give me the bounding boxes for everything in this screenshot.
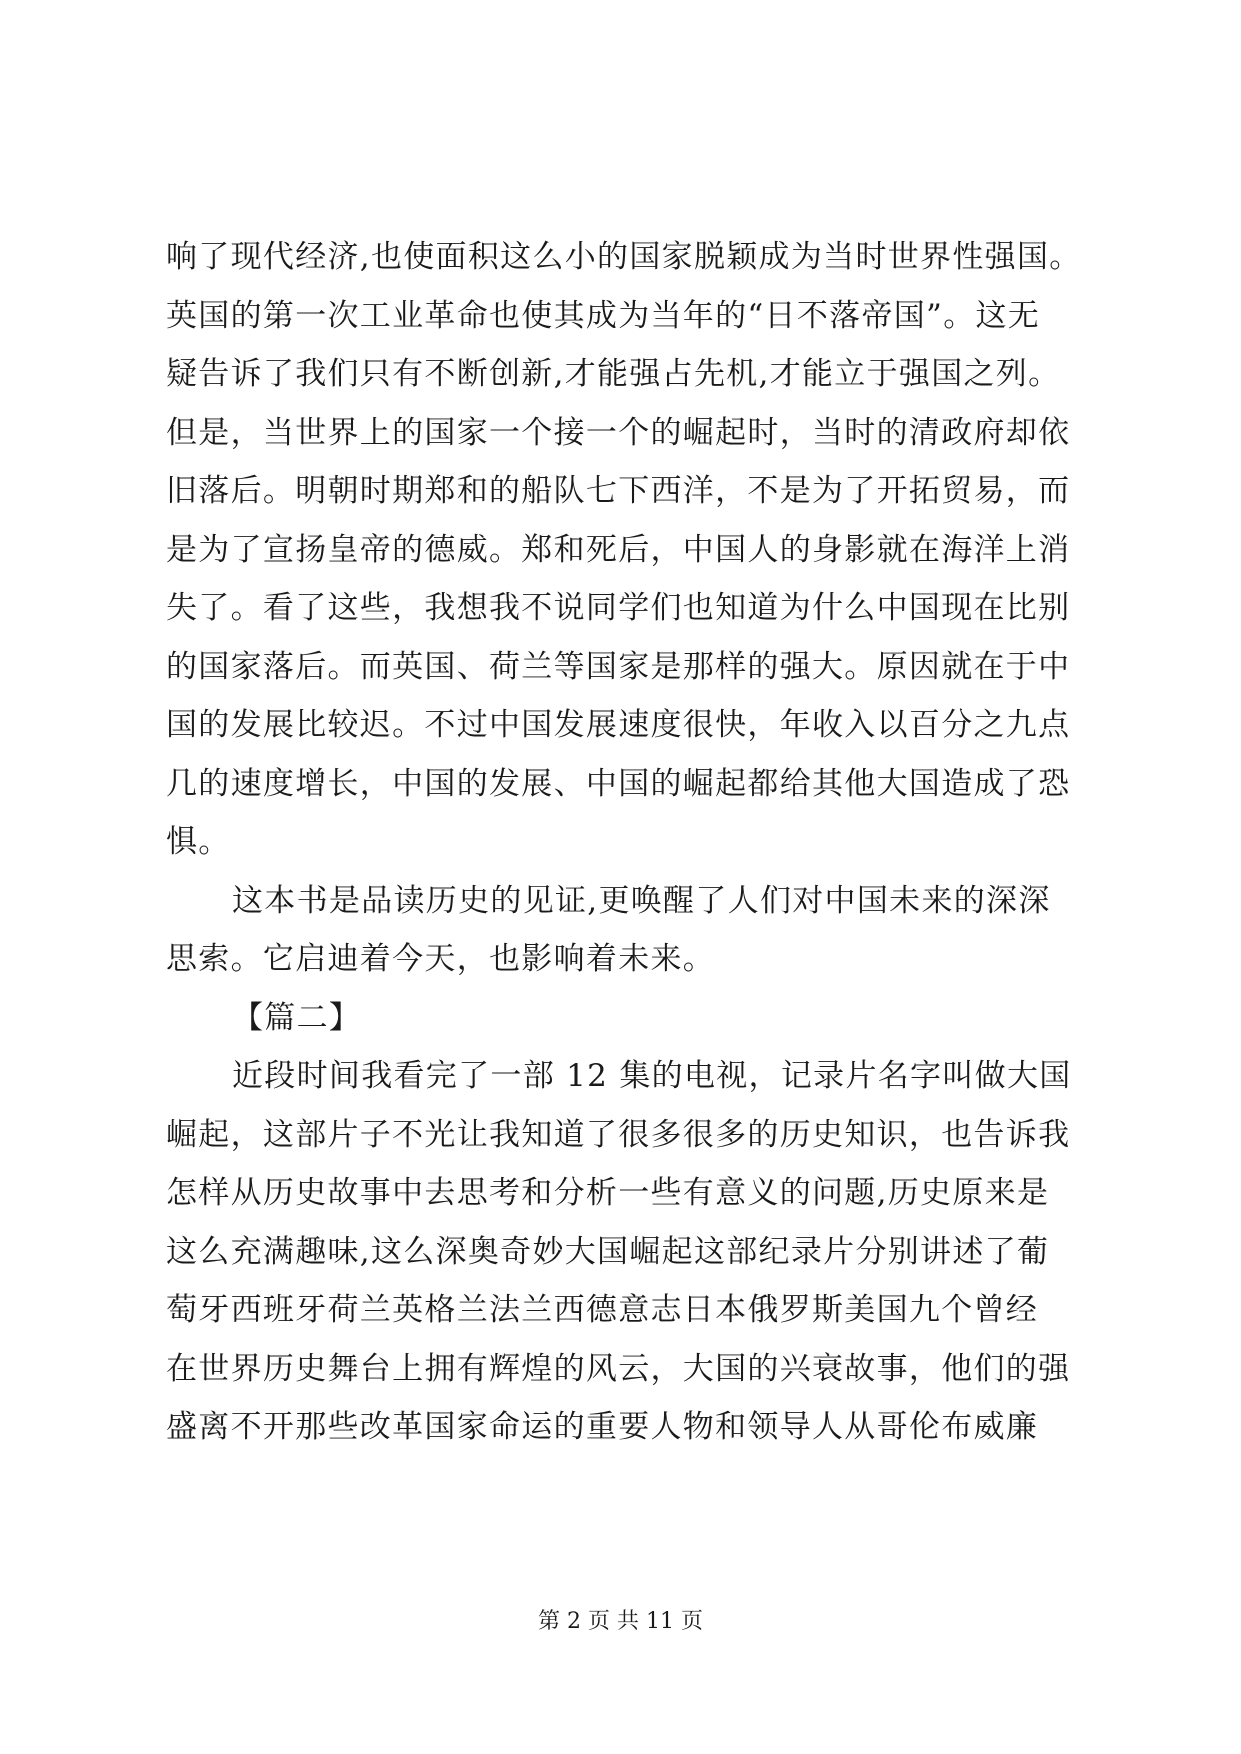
- text-line: 思索。它启迪着今天，也影响着未来。: [166, 941, 716, 977]
- text-line: 是为了宣扬皇帝的德威。郑和死后，中国人的身影就在海洋上消: [166, 531, 1071, 568]
- text-line: 在世界历史舞台上拥有辉煌的风云，大国的兴衰故事，他们的强: [166, 1350, 1071, 1387]
- text-line: 英国的第一次工业革命也使其成为当年的“日不落帝国”。这无: [166, 297, 1041, 334]
- paragraph-start-line: 这本书是品读历史的见证,更唤醒了人们对中国未来的深深: [232, 882, 1051, 919]
- text-line: 盛离不开那些改革国家命运的重要人物和领导人从哥伦布威廉: [166, 1409, 1039, 1445]
- paragraph-start-line: 近段时间我看完了一部 12 集的电视，记录片名字叫做大国: [232, 1058, 1072, 1094]
- text-line: 萄牙西班牙荷兰英格兰法兰西德意志日本俄罗斯美国九个曾经: [166, 1292, 1039, 1328]
- text-line: 怎样从历史故事中去思考和分析一些有意义的问题,历史原来是: [166, 1175, 1050, 1211]
- text-line: 这么充满趣味,这么深奥奇妙大国崛起这部纪录片分别讲述了葡: [166, 1233, 1050, 1270]
- text-line: 几的速度增长，中国的发展、中国的崛起都给其他大国造成了恐: [166, 765, 1071, 802]
- text-line: 崛起，这部片子不光让我知道了很多很多的历史知识，也告诉我: [166, 1116, 1071, 1153]
- text-line: 国的发展比较迟。不过中国发展速度很快，年收入以百分之九点: [166, 707, 1071, 743]
- section-heading: 【篇二】: [232, 999, 362, 1036]
- text-line: 旧落后。明朝时期郑和的船队七下西洋，不是为了开拓贸易，而: [166, 473, 1071, 509]
- text-line: 失了。看了这些，我想我不说同学们也知道为什么中国现在比别: [166, 590, 1071, 626]
- text-line: 响了现代经济,也使面积这么小的国家脱颖成为当时世界性强国。: [166, 239, 1082, 275]
- document-body: [166, 228, 1106, 1457]
- page-number-footer: 第 2 页 共 11 页: [538, 1609, 703, 1634]
- text-line: 惧。: [166, 824, 231, 860]
- text-line: 的国家落后。而英国、荷兰等国家是那样的强大。原因就在于中: [166, 648, 1071, 685]
- text-line: 但是，当世界上的国家一个接一个的崛起时，当时的清政府却依: [166, 414, 1071, 451]
- text-line: 疑告诉了我们只有不断创新,才能强占先机,才能立于强国之列。: [166, 356, 1061, 392]
